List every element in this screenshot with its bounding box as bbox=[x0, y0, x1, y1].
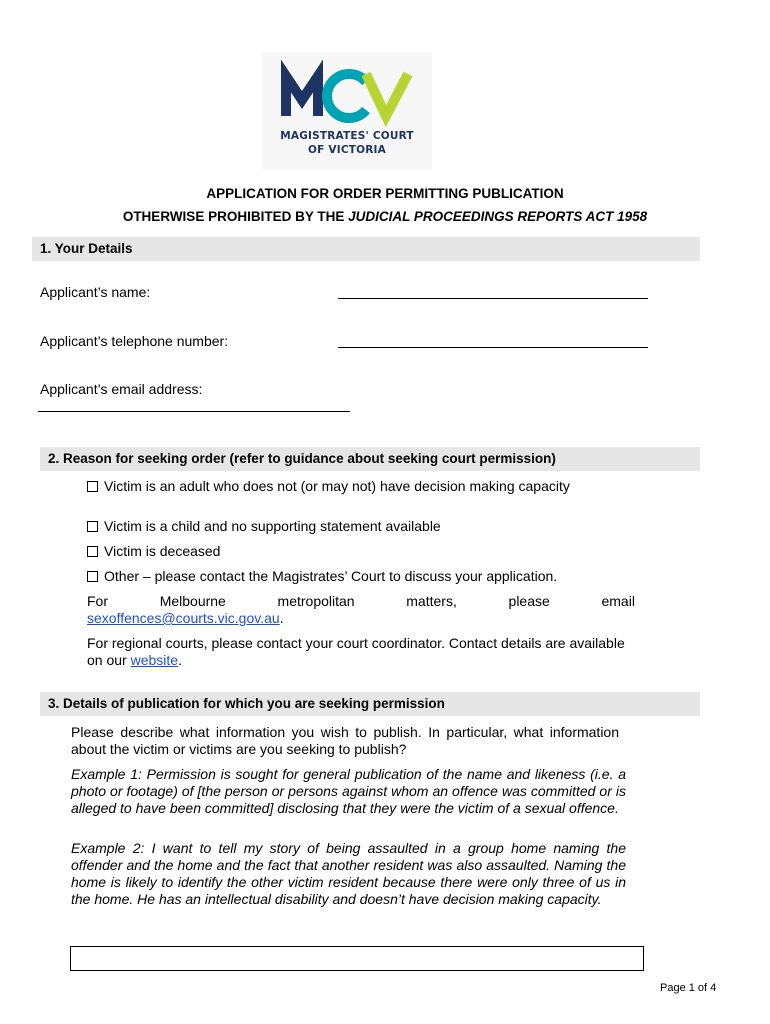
website-link[interactable]: website bbox=[130, 652, 179, 668]
reason-option-other bbox=[87, 568, 607, 585]
melbourne-email-link[interactable]: sexoffences@courts.vic.gov.au bbox=[87, 610, 280, 626]
section-heading-reason: 2. Reason for seeking order (refer to guidance about seeking court permission) bbox=[40, 447, 700, 471]
word: please bbox=[508, 593, 550, 609]
page-number: Page 1 of 4 bbox=[660, 982, 717, 994]
checkbox[interactable] bbox=[87, 571, 98, 582]
melbourne-email-line bbox=[87, 610, 284, 627]
option-label: Victim is a child and no supporting statement available bbox=[104, 518, 441, 534]
checkbox[interactable] bbox=[87, 481, 98, 492]
example-1: Example 1: Permission is sought for general publication of the name and likeness (i.e. a photo or footage) of [the person or persons against whom an offence was committed or is alleged to have been committed] disclosing that they were the victim of a sexual offence. bbox=[71, 766, 626, 816]
regional-text: For regional courts, please contact your court coordinator. Contact details are available on our bbox=[87, 635, 625, 668]
checkbox[interactable] bbox=[87, 546, 98, 557]
option-label: Victim is deceased bbox=[104, 543, 221, 559]
checkbox[interactable] bbox=[87, 521, 98, 532]
publication-details-input[interactable] bbox=[70, 946, 644, 971]
court-logo bbox=[262, 52, 432, 170]
punctuation: . bbox=[178, 652, 182, 668]
reason-option-adult-capacity bbox=[87, 478, 607, 495]
publication-instructions: Please describe what information you wish to publish. In particular, what information about the victim or victims are you seeking to publish? bbox=[71, 724, 619, 757]
regional-instructions bbox=[87, 635, 635, 669]
example-2: Example 2: I want to tell my story of being assaulted in a group home naming the offender and the home and the fact that another resident was also assaulted. Naming the home is likely to identify the other victim resident because there were only three of us in the home. He has an intellectual disability and doesn’t have decision making capacity. bbox=[71, 840, 626, 907]
word: matters, bbox=[406, 593, 457, 609]
word: For bbox=[87, 593, 108, 609]
applicant-email-field[interactable] bbox=[38, 411, 350, 412]
punctuation: . bbox=[279, 610, 284, 626]
section-heading-your-details: 1. Your Details bbox=[32, 237, 700, 261]
applicant-email-label: Applicant’s email address: bbox=[40, 381, 203, 397]
option-label: Other – please contact the Magistrates’ Court to discuss your application. bbox=[104, 568, 558, 584]
word: Melbourne bbox=[159, 593, 226, 609]
applicant-name-field[interactable] bbox=[338, 298, 648, 299]
section-heading-publication-details: 3. Details of publication for which you are seeking permission bbox=[40, 692, 700, 716]
logo-text-line2: OF VICTORIA bbox=[308, 144, 386, 156]
act-name: JUDICIAL PROCEEDINGS REPORTS ACT 1958 bbox=[348, 209, 648, 224]
applicant-name-label: Applicant’s name: bbox=[40, 284, 151, 300]
word: metropolitan bbox=[277, 593, 355, 609]
reason-option-child bbox=[87, 518, 607, 535]
document-title-line1: APPLICATION FOR ORDER PERMITTING PUBLICATION bbox=[206, 186, 564, 201]
applicant-phone-field[interactable] bbox=[338, 347, 648, 348]
logo-text-line1: MAGISTRATES' COURT bbox=[280, 130, 414, 142]
title-prefix: OTHERWISE PROHIBITED BY THE bbox=[122, 209, 349, 224]
mcv-logo-mark bbox=[262, 52, 432, 128]
reason-option-deceased bbox=[87, 543, 607, 560]
document-title-line2 bbox=[0, 209, 770, 224]
word: email bbox=[601, 593, 635, 609]
melbourne-instructions bbox=[87, 593, 635, 610]
applicant-phone-label: Applicant’s telephone number: bbox=[40, 333, 229, 349]
option-label: Victim is an adult who does not (or may not) have decision making capacity bbox=[104, 478, 570, 494]
